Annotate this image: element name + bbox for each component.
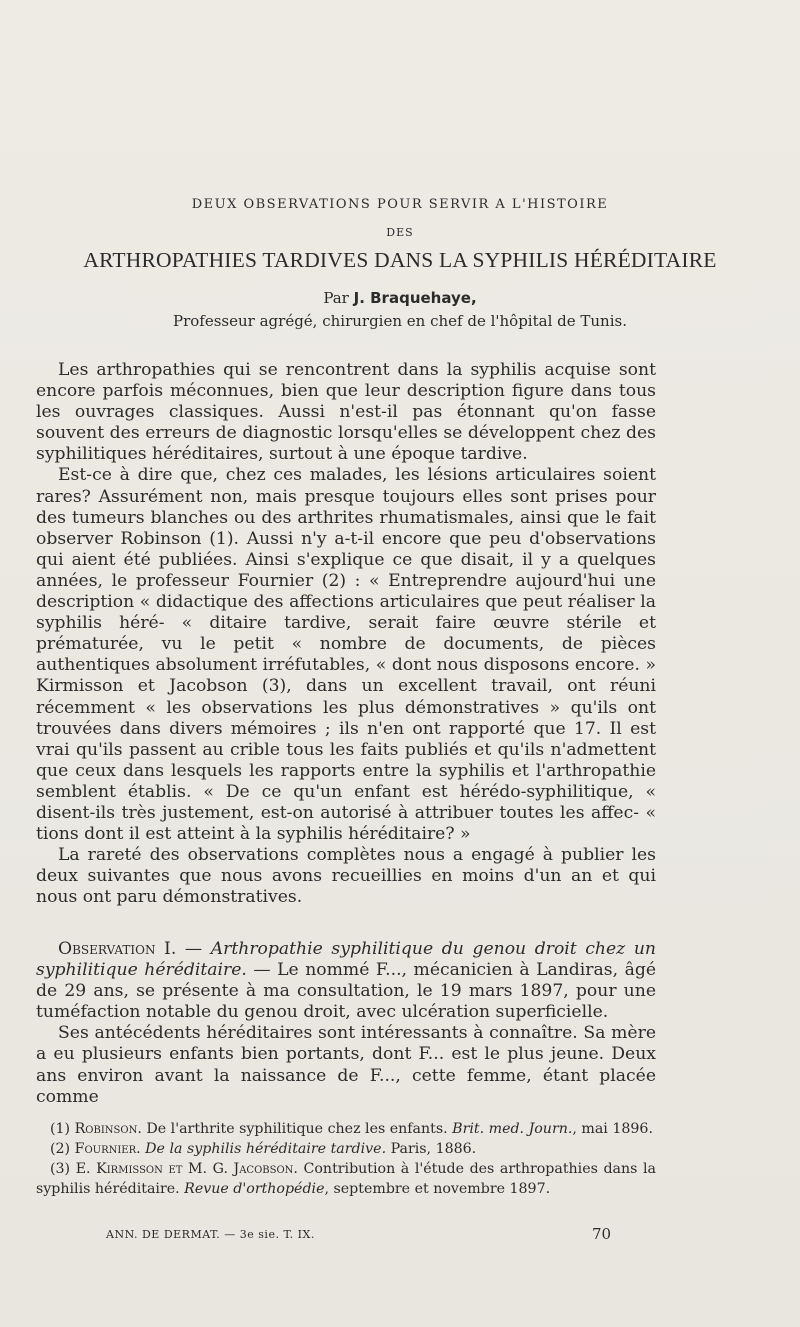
author-prefix: Par <box>323 289 354 307</box>
intro-paragraph-3: La rareté des observations complètes nous a engagé à publier les deux suivantes que nous avons recueillies en moins d'un an et qui nous ont paru démonstratives. <box>36 845 656 908</box>
footnote-tail: Paris, 1886. <box>386 1141 477 1157</box>
running-head: ANN. DE DERMAT. — 3e sie. T. IX. <box>106 1228 315 1241</box>
footnote-author: Robinson. <box>74 1121 142 1137</box>
observation-section <box>36 939 656 1108</box>
footnotes <box>36 1119 656 1199</box>
footnote-text: Contribution à l'étude des arthropathies dans la syphilis héréditaire. <box>36 1161 657 1197</box>
observation-text: — Le nommé F..., mécanicien à Landiras, âgé de 29 ans, se présente à ma consultation, le 19 mars 1897, pour une tuméfaction notable du genou droit, avec ulcération superficielle. <box>36 960 656 1023</box>
footnote-2 <box>36 1139 656 1159</box>
author-line <box>0 289 800 307</box>
footnote-journal: Brit. med. Journ. <box>452 1121 573 1137</box>
observation-paragraph-1 <box>36 939 656 1023</box>
author-affiliation: Professeur agrégé, chirurgien en chef de l'hôpital de Tunis. <box>173 312 627 330</box>
footnote-journal: Revue d'orthopédie <box>184 1181 325 1197</box>
footnote-tail: , septembre et novembre 1897. <box>324 1181 551 1197</box>
footnote-number: (3) <box>50 1161 76 1177</box>
observation-paragraph-2: Ses antécédents héréditaires sont intéressants à connaître. Sa mère a eu plusieurs enfants bien portants, dont F... est le plus jeune. Deux ans environ avant la naissance de F..., cette femme, étant placée comme <box>36 1023 656 1107</box>
footnote-3 <box>36 1159 656 1199</box>
author-name: J. Braquehaye, <box>353 289 477 307</box>
page-number: 70 <box>592 1225 612 1243</box>
footnote-journal: De la syphilis héréditaire tardive. <box>145 1141 387 1157</box>
footnote-text: De l'arthrite syphilitique chez les enfants. <box>141 1121 453 1137</box>
footnote-number: (1) <box>50 1121 75 1137</box>
footnote-author: E. Kirmisson et M. G. Jacobson. <box>75 1161 298 1177</box>
observation-title: Arthropathie syphilitique du genou droit chez un syphilitique héréditaire. <box>36 939 656 981</box>
footnote-tail: , mai 1896. <box>572 1121 653 1137</box>
article-supertitle: DEUX OBSERVATIONS POUR SERVIR A L'HISTOIRE <box>191 197 609 212</box>
footnote-author: Fournier. <box>74 1141 141 1157</box>
observation-dash: — <box>176 939 211 959</box>
intro-section <box>36 360 656 908</box>
footnote-1 <box>36 1119 656 1139</box>
observation-label: Observation I. <box>58 939 177 959</box>
intro-paragraph-2: Est-ce à dire que, chez ces malades, les lésions articulaires soient rares? Assurément non, mais presque toujours elles sont prises pour des tumeurs blanches ou des arthrites rhumatismales, ainsi que le fait observer Robinson (1). Aussi n'y a-t-il encore que peu d'observations qui aient été publiées. Ainsi s'explique ce que disait, il y a quelques années, le professeur Fournier (2) : « Entreprendre aujourd'hui une description « didactique des affections articulaires que peut réaliser la syphilis héré- « ditaire tardive, serait faire œuvre stérile et prématurée, vu le petit « nombre de documents, de pièces authentiques absolument irréfutables, « dont nous disposons encore. » Kirmisson et Jacobson (3), dans un excellent travail, ont réuni récemment « les observations les plus démonstratives » qu'ils ont trouvées dans divers mémoires ; ils n'en ont rapporté que 17. Il est vrai qu'ils passent au crible tous les faits publiés et qu'ils n'admettent que ceux dans lesquels les rapports entre la syphilis et l'arthropathie semblent établis. « De ce qu'un enfant est hérédo-syphilitique, « disent-ils très justement, est-on autorisé à attribuer toutes les affec- « tions dont il est atteint à la syphilis héréditaire? » <box>36 465 656 845</box>
article-title: ARTHROPATHIES TARDIVES DANS LA SYPHILIS HÉRÉDITAIRE <box>83 248 717 272</box>
intro-paragraph-1: Les arthropathies qui se rencontrent dans la syphilis acquise sont encore parfois méconnues, bien que leur description figure dans tous les ouvrages classiques. Aussi n'est-il pas étonnant qu'on fasse souvent des erreurs de diagnostic lorsqu'elles se développent chez des syphilitiques héréditaires, surtout à une époque tardive. <box>36 360 656 465</box>
article-des: DES <box>386 226 414 239</box>
footnote-number: (2) <box>50 1141 75 1157</box>
